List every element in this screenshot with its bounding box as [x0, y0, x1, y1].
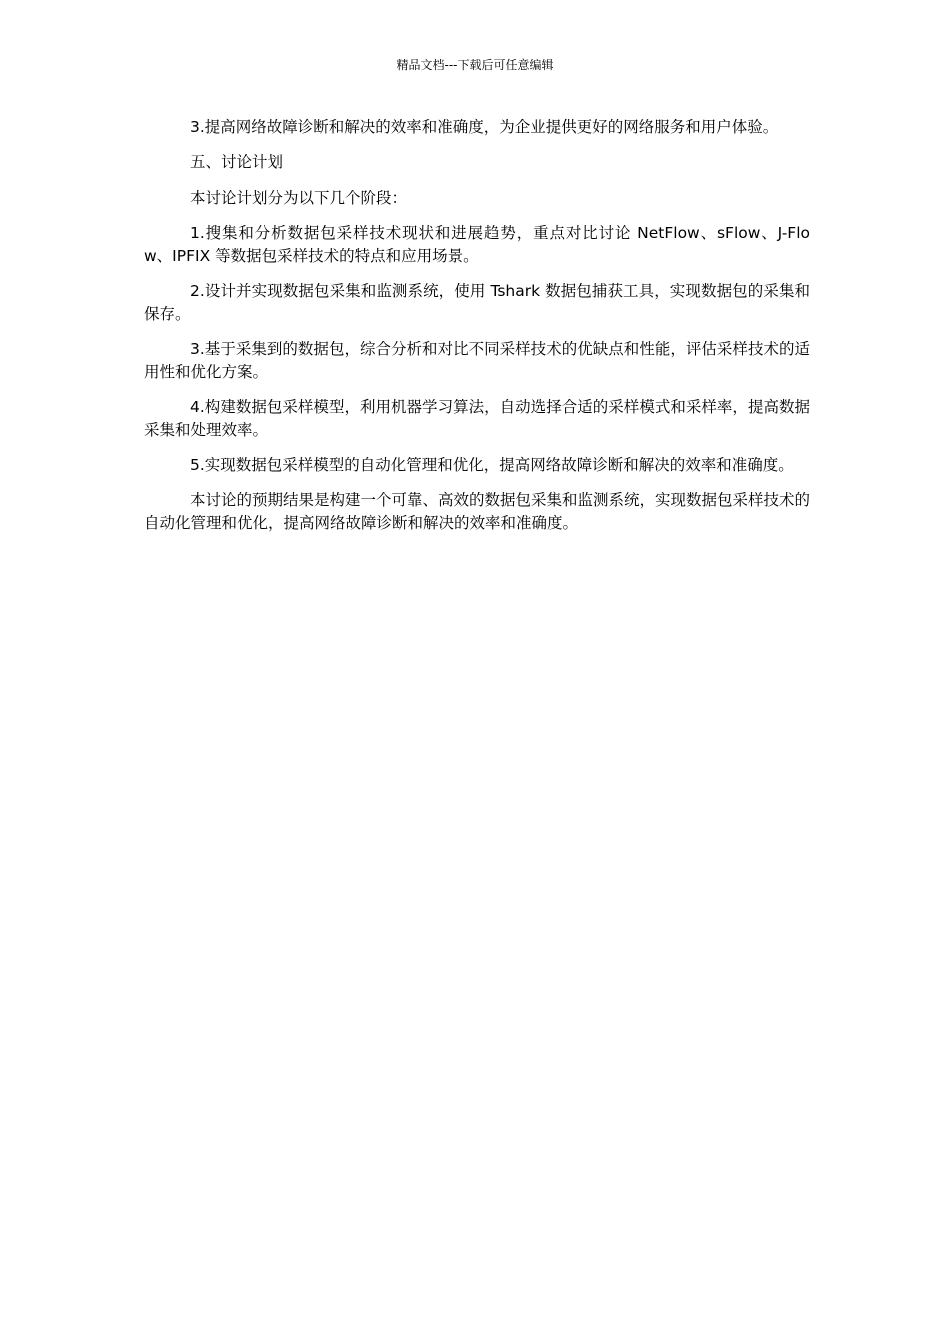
paragraph-stage-1: 1.搜集和分析数据包采样技术现状和进展趋势，重点对比讨论 NetFlow、sFlow、J-Flow、IPFIX 等数据包采样技术的特点和应用场景。: [144, 224, 810, 265]
page-header: 精品文档---下载后可任意编辑: [396, 58, 554, 72]
section-heading-plan: 五、讨论计划: [190, 153, 284, 171]
paragraph-stage-2: 2.设计并实现数据包采集和监测系统，使用 Tshark 数据包捕获工具，实现数据包的采集和保存。: [144, 282, 810, 323]
paragraph-stage-3: 3.基于采集到的数据包，综合分析和对比不同采样技术的优缺点和性能，评估采样技术的适用性和优化方案。: [144, 340, 810, 381]
paragraph-plan-intro: 本讨论计划分为以下几个阶段：: [190, 189, 408, 207]
paragraph-goal-3: 3.提高网络故障诊断和解决的效率和准确度，为企业提供更好的网络服务和用户体验。: [190, 118, 779, 136]
paragraph-stage-4: 4.构建数据包采样模型，利用机器学习算法，自动选择合适的采样模式和采样率，提高数据采集和处理效率。: [144, 398, 810, 439]
paragraph-stage-5: 5.实现数据包采样模型的自动化管理和优化，提高网络故障诊断和解决的效率和准确度。: [190, 456, 794, 474]
paragraph-expected-results: 本讨论的预期结果是构建一个可靠、高效的数据包采集和监测系统，实现数据包采样技术的自动化管理和优化，提高网络故障诊断和解决的效率和准确度。: [144, 491, 811, 532]
document-body: [144, 116, 810, 547]
